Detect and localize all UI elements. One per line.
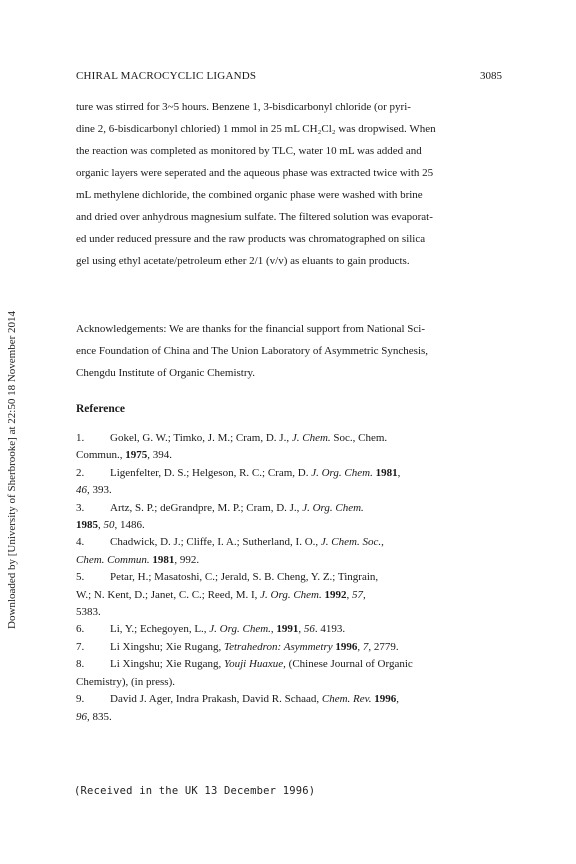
italic-text: J. Org. Chem. (209, 623, 271, 636)
bold-text: 1975 (125, 449, 148, 462)
italic-text: J. Org. Chem. (302, 501, 364, 514)
italic-text: J. Org. Chem. (311, 466, 373, 479)
reference-text: Ligenfelter, D. S.; Helgeson, R. C.; Cram, D. (110, 466, 312, 479)
reference-text: , (346, 588, 353, 601)
text-line: mL methylene dichloride, the combined organic phase were washed with brine (76, 189, 423, 201)
reference-text: Chadwick, D. J.; Cliffe, I. A.; Sutherland, I. O., (110, 536, 321, 549)
text-line: dine 2, 6-bisdicarbonyl chloried) 1 mmol in 25 mL CH₂Cl₂ was dropwised. When (76, 123, 436, 135)
reference-heading: Reference (76, 403, 125, 415)
reference-number: 1. (76, 432, 85, 444)
reference-text: Soc., Chem. (330, 432, 388, 444)
download-watermark: Downloaded by [University of Sherbrooke] at 22:50 18 November 2014 (6, 310, 18, 629)
reference-line (76, 656, 502, 673)
italic-text: 96 (76, 710, 87, 723)
reference-line (76, 517, 502, 534)
italic-text: 57 (352, 588, 364, 601)
reference-line (76, 587, 502, 604)
reference-text: , 992. (174, 553, 200, 566)
text-line: the reaction was completed as monitored by TLC, water 10 mL was added and (76, 145, 422, 157)
reference-line (76, 621, 502, 638)
reference-number: 4. (76, 536, 85, 549)
reference-item (76, 534, 502, 569)
italic-text: 46 (76, 484, 87, 497)
reference-item (76, 621, 502, 638)
reference-text: , (357, 640, 363, 653)
reference-text: , 835. (87, 710, 112, 723)
reference-text: , (298, 623, 304, 636)
reference-text: Li, Y.; Echegoyen, L., (110, 623, 210, 636)
reference-text: Gokel, G. W.; Timko, J. M.; Cram, D. J., (110, 432, 292, 444)
bold-text: 1981 (152, 553, 175, 566)
bold-text: 1996 (335, 640, 358, 653)
reference-line (76, 709, 502, 726)
reference-text: W.; N. Kent, D.; Janet, C. C.; Reed, M. I, (76, 588, 261, 601)
italic-text: Youji Huaxue (223, 658, 284, 671)
text-line: gel using ethyl acetate/petroleum ether 2/1 (v/v) as eluants to gain products. (76, 255, 410, 267)
reference-text: , (381, 536, 384, 549)
running-header (76, 70, 502, 86)
acknowledgements-paragraph (76, 318, 502, 384)
reference-line (76, 430, 502, 447)
reference-text: , (396, 693, 399, 706)
reference-line (76, 569, 502, 586)
reference-line (76, 447, 502, 464)
reference-line (76, 500, 502, 517)
reference-line (76, 552, 502, 569)
bold-text: 1981 (375, 466, 398, 479)
reference-line (76, 674, 502, 691)
reference-text: Li Xingshu; Xie Rugang, (110, 640, 224, 653)
reference-item (76, 639, 502, 656)
italic-text: 56 (303, 623, 315, 636)
reference-item (76, 430, 502, 465)
experimental-paragraph (76, 96, 502, 272)
reference-text: . 4193. (314, 623, 346, 636)
reference-text: Li Xingshu; Xie Rugang, (110, 658, 224, 671)
reference-text: Artz, S. P.; deGrandpre, M. P.; Cram, D. J., (110, 501, 303, 514)
page-number: 3085 (480, 70, 502, 82)
bold-text: 1992 (324, 588, 347, 601)
reference-number: 9. (76, 693, 85, 706)
text-line: organic layers were seperated and the aqueous phase was extracted twice with 25 (76, 167, 434, 179)
bold-text: 1991 (276, 623, 299, 636)
reference-text: , (Chinese Journal of Organic (283, 658, 413, 671)
reference-list (76, 430, 502, 726)
text-line: ture was stirred for 3~5 hours. Benzene 1, 3-bisdicarbonyl chloride (or pyri- (76, 101, 411, 113)
reference-text: , 394. (147, 449, 172, 462)
reference-text: 5383. (76, 606, 101, 619)
reference-text: Commun., (76, 449, 126, 462)
reference-number: 7. (76, 640, 85, 653)
reference-text: , (363, 588, 366, 601)
reference-text: , 393. (87, 484, 112, 497)
italic-text: J. Chem. Soc. (320, 536, 382, 549)
italic-text: J. Chem. (291, 432, 331, 444)
reference-line (76, 534, 502, 551)
reference-number: 5. (76, 571, 85, 584)
italic-text: 50 (103, 519, 115, 532)
received-date: (Received in the UK 13 December 1996) (74, 785, 316, 797)
reference-text: , (270, 623, 277, 636)
reference-number: 3. (76, 501, 85, 514)
reference-number: 2. (76, 466, 85, 479)
reference-text: , 1486. (114, 519, 145, 532)
text-line: ed under reduced pressure and the raw products was chromatographed on silica (76, 233, 426, 245)
text-line: and dried over anhydrous magnesium sulfate. The filtered solution was evaporat- (76, 211, 433, 223)
reference-text: , (397, 466, 401, 479)
reference-item (76, 465, 502, 500)
reference-number: 6. (76, 623, 85, 636)
italic-text: Tetrahedron: Asymmetry (223, 640, 333, 653)
reference-text: Chemistry), (in press). (76, 675, 175, 688)
bold-text: 1996 (374, 693, 397, 706)
italic-text: Chem. Rev. (321, 693, 372, 706)
bold-text: 1985 (76, 519, 98, 532)
reference-number: 8. (76, 658, 85, 671)
reference-line (76, 604, 502, 621)
italic-text: 7 (362, 640, 369, 653)
text-line: Acknowledgements: We are thanks for the financial support from National Sci- (76, 323, 425, 335)
italic-text: J. Org. Chem. (260, 588, 322, 601)
reference-item (76, 500, 502, 535)
reference-line (76, 691, 502, 708)
reference-item (76, 691, 502, 726)
reference-text: , 2779. (368, 640, 399, 653)
reference-item (76, 656, 502, 691)
text-line: Chengdu Institute of Organic Chemistry. (76, 367, 256, 379)
reference-line (76, 639, 502, 656)
reference-text: David J. Ager, Indra Prakash, David R. Schaad, (110, 693, 322, 706)
reference-item (76, 569, 502, 621)
reference-text: Petar, H.; Masatoshi, C.; Jerald, S. B. Cheng, Y. Z.; Tingrain, (110, 571, 379, 584)
reference-line (76, 482, 502, 499)
italic-text: Chem. Commun. (76, 553, 150, 566)
running-title: CHIRAL MACROCYCLIC LIGANDS (76, 70, 257, 82)
reference-text: , (98, 519, 104, 532)
reference-line (76, 465, 502, 482)
text-line: ence Foundation of China and The Union Laboratory of Asymmetric Synchesis, (76, 345, 429, 357)
